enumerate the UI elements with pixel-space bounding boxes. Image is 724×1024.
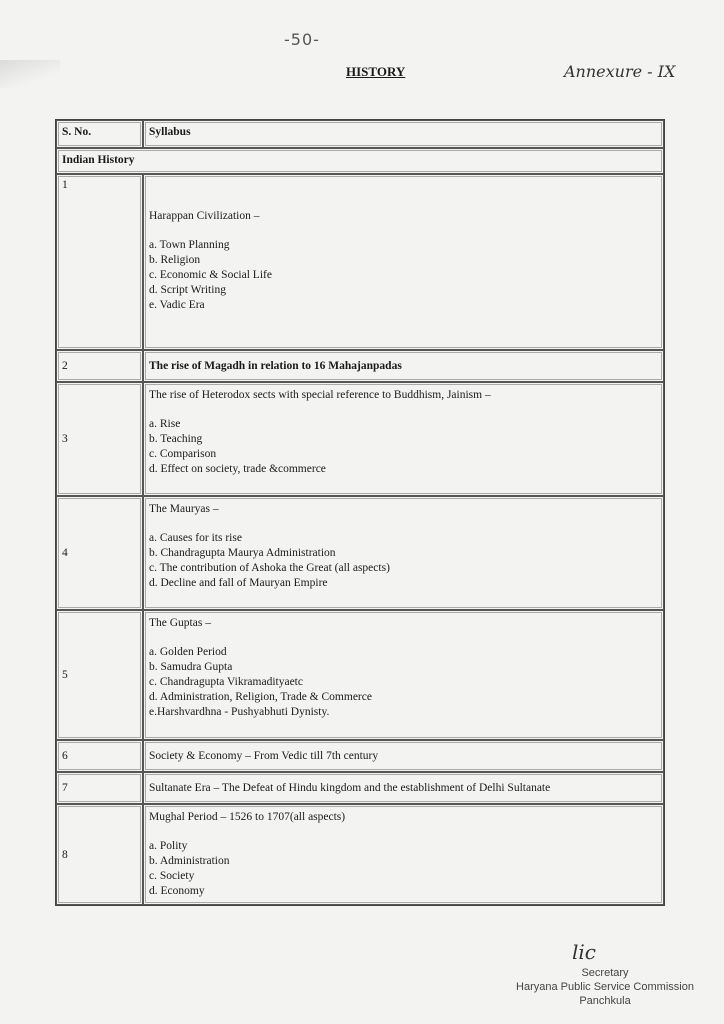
- row-sno: 2: [56, 350, 143, 382]
- row-heading: Harappan Civilization –: [149, 210, 260, 222]
- row-sno: 6: [56, 740, 143, 772]
- row-sno: 3: [56, 382, 143, 496]
- list-item: a. Town Planning: [149, 239, 230, 251]
- list-item: c. The contribution of Ashoka the Great (all aspects): [149, 562, 390, 574]
- list-item: a. Rise: [149, 418, 181, 430]
- header-sno: S. No.: [56, 120, 143, 148]
- row-sno: 8: [56, 804, 143, 905]
- page-number: -50-: [284, 30, 320, 49]
- section-indian-history: Indian History: [56, 148, 664, 174]
- list-item: b. Teaching: [149, 433, 203, 445]
- row-syllabus: [143, 350, 664, 382]
- row-syllabus: [143, 174, 664, 350]
- row-heading: The rise of Magadh in relation to 16 Mahajanpadas: [149, 359, 402, 372]
- row-syllabus: [143, 804, 664, 905]
- section-row: [56, 148, 664, 174]
- row-syllabus: [143, 610, 664, 740]
- page-title: HISTORY: [346, 64, 406, 79]
- list-item: c. Society: [149, 870, 195, 882]
- row-syllabus: [143, 382, 664, 496]
- signatory-title: Secretary: [581, 967, 629, 979]
- header-syllabus: Syllabus: [143, 120, 664, 148]
- table-row: [56, 804, 664, 905]
- list-item: b. Religion: [149, 254, 201, 266]
- list-item: a. Polity: [149, 840, 188, 852]
- signatory-block: [505, 966, 705, 1008]
- table-row: [56, 610, 664, 740]
- syllabus-table: [55, 119, 665, 906]
- row-heading: Society & Economy – From Vedic till 7th century: [149, 749, 379, 762]
- row-sno: 1: [56, 174, 143, 350]
- row-sno: 4: [56, 496, 143, 610]
- list-item: a. Golden Period: [149, 646, 227, 658]
- row-heading: The Guptas –: [149, 617, 211, 629]
- list-item: a. Causes for its rise: [149, 532, 242, 544]
- signatory-location: Panchkula: [579, 995, 631, 1007]
- list-item: b. Samudra Gupta: [149, 661, 233, 673]
- row-heading: Sultanate Era – The Defeat of Hindu kingdom and the establishment of Delhi Sultanate: [149, 781, 551, 794]
- signature: lic: [572, 940, 596, 964]
- row-heading: The Mauryas –: [149, 503, 219, 515]
- signatory-org: Haryana Public Service Commission: [516, 981, 694, 993]
- table-row: [56, 740, 664, 772]
- list-item: b. Administration: [149, 855, 230, 867]
- table-row: [56, 174, 664, 350]
- row-heading: The rise of Heterodox sects with special reference to Buddhism, Jainism –: [149, 389, 491, 401]
- list-item: d. Decline and fall of Mauryan Empire: [149, 577, 328, 589]
- list-item: d. Economy: [149, 885, 205, 897]
- row-syllabus: [143, 496, 664, 610]
- list-item: e. Vadic Era: [149, 299, 205, 311]
- list-item: c. Comparison: [149, 448, 217, 460]
- table-row: [56, 350, 664, 382]
- row-heading: Mughal Period – 1526 to 1707(all aspects): [149, 811, 346, 823]
- annexure-note: Annexure - IX: [564, 62, 676, 81]
- row-syllabus: [143, 740, 664, 772]
- list-item: c. Economic & Social Life: [149, 269, 272, 281]
- table-header-row: [56, 120, 664, 148]
- row-sno: 5: [56, 610, 143, 740]
- row-sno: 7: [56, 772, 143, 804]
- list-item: b. Chandragupta Maurya Administration: [149, 547, 336, 559]
- list-item: d. Script Writing: [149, 284, 226, 296]
- list-item: d. Effect on society, trade &commerce: [149, 463, 326, 475]
- table-row: [56, 382, 664, 496]
- table-row: [56, 496, 664, 610]
- list-item: c. Chandragupta Vikramadityaetc: [149, 676, 303, 688]
- paper-edge-mark: [0, 60, 60, 88]
- list-item: d. Administration, Religion, Trade & Commerce: [149, 691, 372, 703]
- row-syllabus: [143, 772, 664, 804]
- table-row: [56, 772, 664, 804]
- list-item: e.Harshvardhna - Pushyabhuti Dynisty.: [149, 706, 330, 718]
